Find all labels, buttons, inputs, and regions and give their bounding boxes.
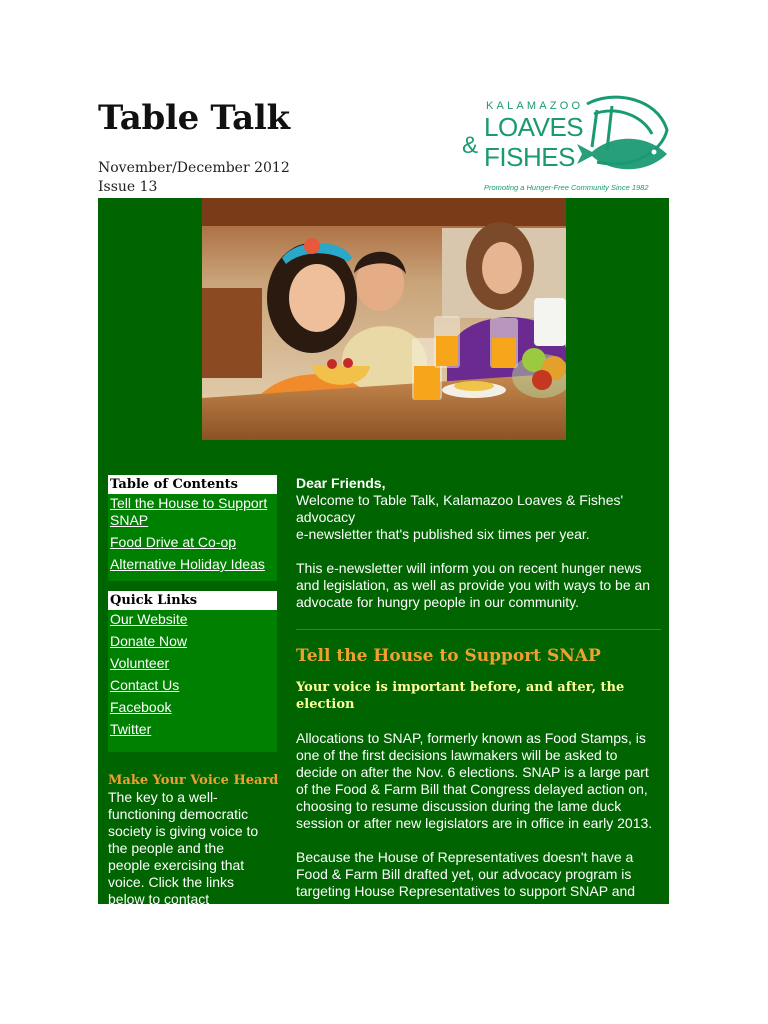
loaves-fishes-logo — [462, 92, 672, 197]
intro-paragraph-1: Welcome to Table Talk, Kalamazoo Loaves & Fishes' advocacy — [296, 492, 624, 525]
main-content — [296, 475, 661, 900]
family-breakfast-photo — [202, 198, 566, 440]
logo-ampersand: & — [462, 132, 479, 159]
quick-links-heading: Quick Links — [108, 591, 277, 610]
quick-link-facebook[interactable]: Facebook — [110, 699, 172, 715]
toc-link-snap[interactable]: Tell the House to Support SNAP — [110, 495, 268, 528]
greeting: Dear Friends, — [296, 475, 386, 491]
article-title: Tell the House to Support SNAP — [296, 646, 601, 666]
quick-link-website[interactable]: Our Website — [110, 611, 188, 627]
logo-fishes: FISHES — [484, 142, 575, 172]
toc-link-holiday-ideas[interactable]: Alternative Holiday Ideas — [110, 556, 265, 572]
table-of-contents — [108, 475, 277, 581]
article-subtitle: Your voice is important before, and after, the election — [296, 680, 625, 712]
intro-paragraph-2: This e-newsletter will inform you on recent hunger news and legislation, as well as provide you with ways to be an advocate for hungry people in our community. — [296, 560, 651, 610]
newsletter-title: Table Talk — [98, 98, 290, 138]
quick-links — [108, 591, 277, 752]
quick-link-donate[interactable]: Donate Now — [110, 633, 188, 649]
issue-number: Issue 13 — [98, 179, 158, 195]
voice-heading: Make Your Voice Heard — [108, 773, 279, 788]
issue-date: November/December 2012 — [98, 160, 290, 176]
logo-loaves: LOAVES — [484, 112, 584, 142]
quick-link-volunteer[interactable]: Volunteer — [110, 655, 170, 671]
section-divider — [296, 629, 661, 630]
logo-kalamazoo: KALAMAZOO — [486, 100, 584, 112]
quick-link-contact[interactable]: Contact Us — [110, 677, 180, 693]
voice-body: The key to a well-functioning democratic society is giving voice to the people and the people exercising that voice. Click the links below to contact — [108, 789, 259, 907]
toc-heading: Table of Contents — [108, 475, 277, 494]
intro-paragraph-1b: e-newsletter that's published six times per year. — [296, 526, 590, 542]
quick-link-twitter[interactable]: Twitter — [110, 721, 152, 737]
toc-link-food-drive[interactable]: Food Drive at Co-op — [110, 534, 237, 550]
content-panel — [98, 198, 669, 907]
article-paragraph-2: Because the House of Representatives doesn't have a Food & Farm Bill drafted yet, our advocacy program is targeting House Representatives to support SNAP and — [296, 849, 636, 899]
logo-tagline: Promoting a Hunger-Free Community Since 1982 — [484, 183, 649, 192]
article-paragraph-1: Allocations to SNAP, formerly known as Food Stamps, is one of the first decisions lawmakers will be asked to decide on after the Nov. 6 elections. SNAP is a large part of the Food & Farm Bill that Congress delayed action on, choosing to resume discussion during the lame duck session or after new legislators are in office in early 2013. — [296, 730, 653, 831]
